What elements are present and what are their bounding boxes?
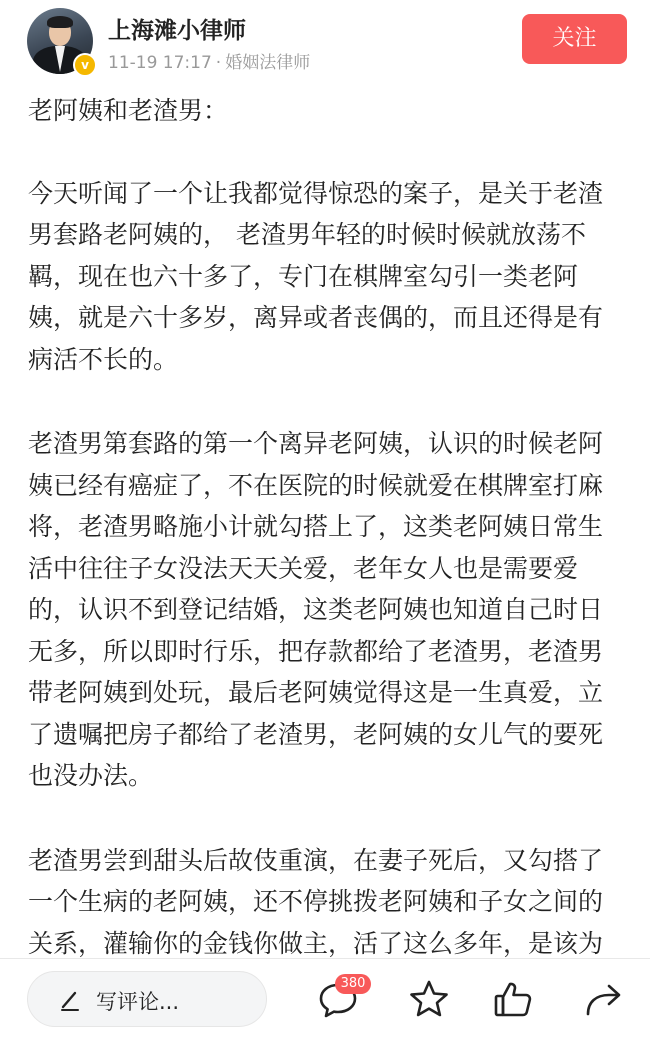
favorite-button[interactable] [407,977,451,1021]
meta-separator: · [215,53,222,73]
author-name[interactable]: 上海滩小律师 [108,18,246,44]
comment-input[interactable] [27,971,267,1027]
avatar-hair [47,16,73,28]
comment-count-badge: 380 [335,974,371,994]
post-header [0,0,650,84]
comment-placeholder: 写评论... [96,990,180,1014]
article-title: 老阿姨和老渣男： [28,96,229,125]
share-icon [582,977,626,1021]
pen-icon [58,988,82,1016]
post-meta [108,48,310,73]
share-button[interactable] [582,977,626,1021]
article-body [28,90,624,958]
thumbs-up-icon [491,977,535,1021]
verified-badge-icon: v [73,53,97,77]
article-paragraph: 老渣男第套路的第一个离异老阿姨，认识的时候老阿姨已经有癌症了，不在医院的时候就爱在棋牌室打麻将，老渣男略施小计就勾搭上了，这类老阿姨日常生活中往往子女没法天天关爱，老年女人也是需要爱的，认识不到登记结婚，这类老阿姨也知道自己时日无多，所以即时行乐，把存款都给了老渣男，老渣男带老阿姨到处玩，最后老阿姨觉得这是一生真爱，立了遗嘱把房子都给了老渣男，老阿姨的女儿气的要死也没办法。 [28,429,604,790]
star-icon [407,977,451,1021]
article-paragraph: 老渣男尝到甜头后故伎重演，在妻子死后，又勾搭了一个生病的老阿姨，还不停挑拨老阿姨和子女之间的关系，灌输你的金钱你做主，活了这么多年，是该为 [28,845,604,958]
follow-button[interactable]: 关注 [522,14,627,64]
bottom-action-bar [0,958,650,1040]
article-paragraph: 今天听闻了一个让我都觉得惊恐的案子，是关于老渣男套路老阿姨的， 老渣男年轻的时候时候就放荡不羁，现在也六十多了，专门在棋牌室勾引一类老阿姨，就是六十多岁，离异或者丧偶的，而且还得是有病活不长的。 [28,178,604,374]
author-title: 婚姻法律师 [225,53,311,73]
like-button[interactable] [491,977,535,1021]
post-timestamp: 11-19 17:17 [108,53,212,73]
